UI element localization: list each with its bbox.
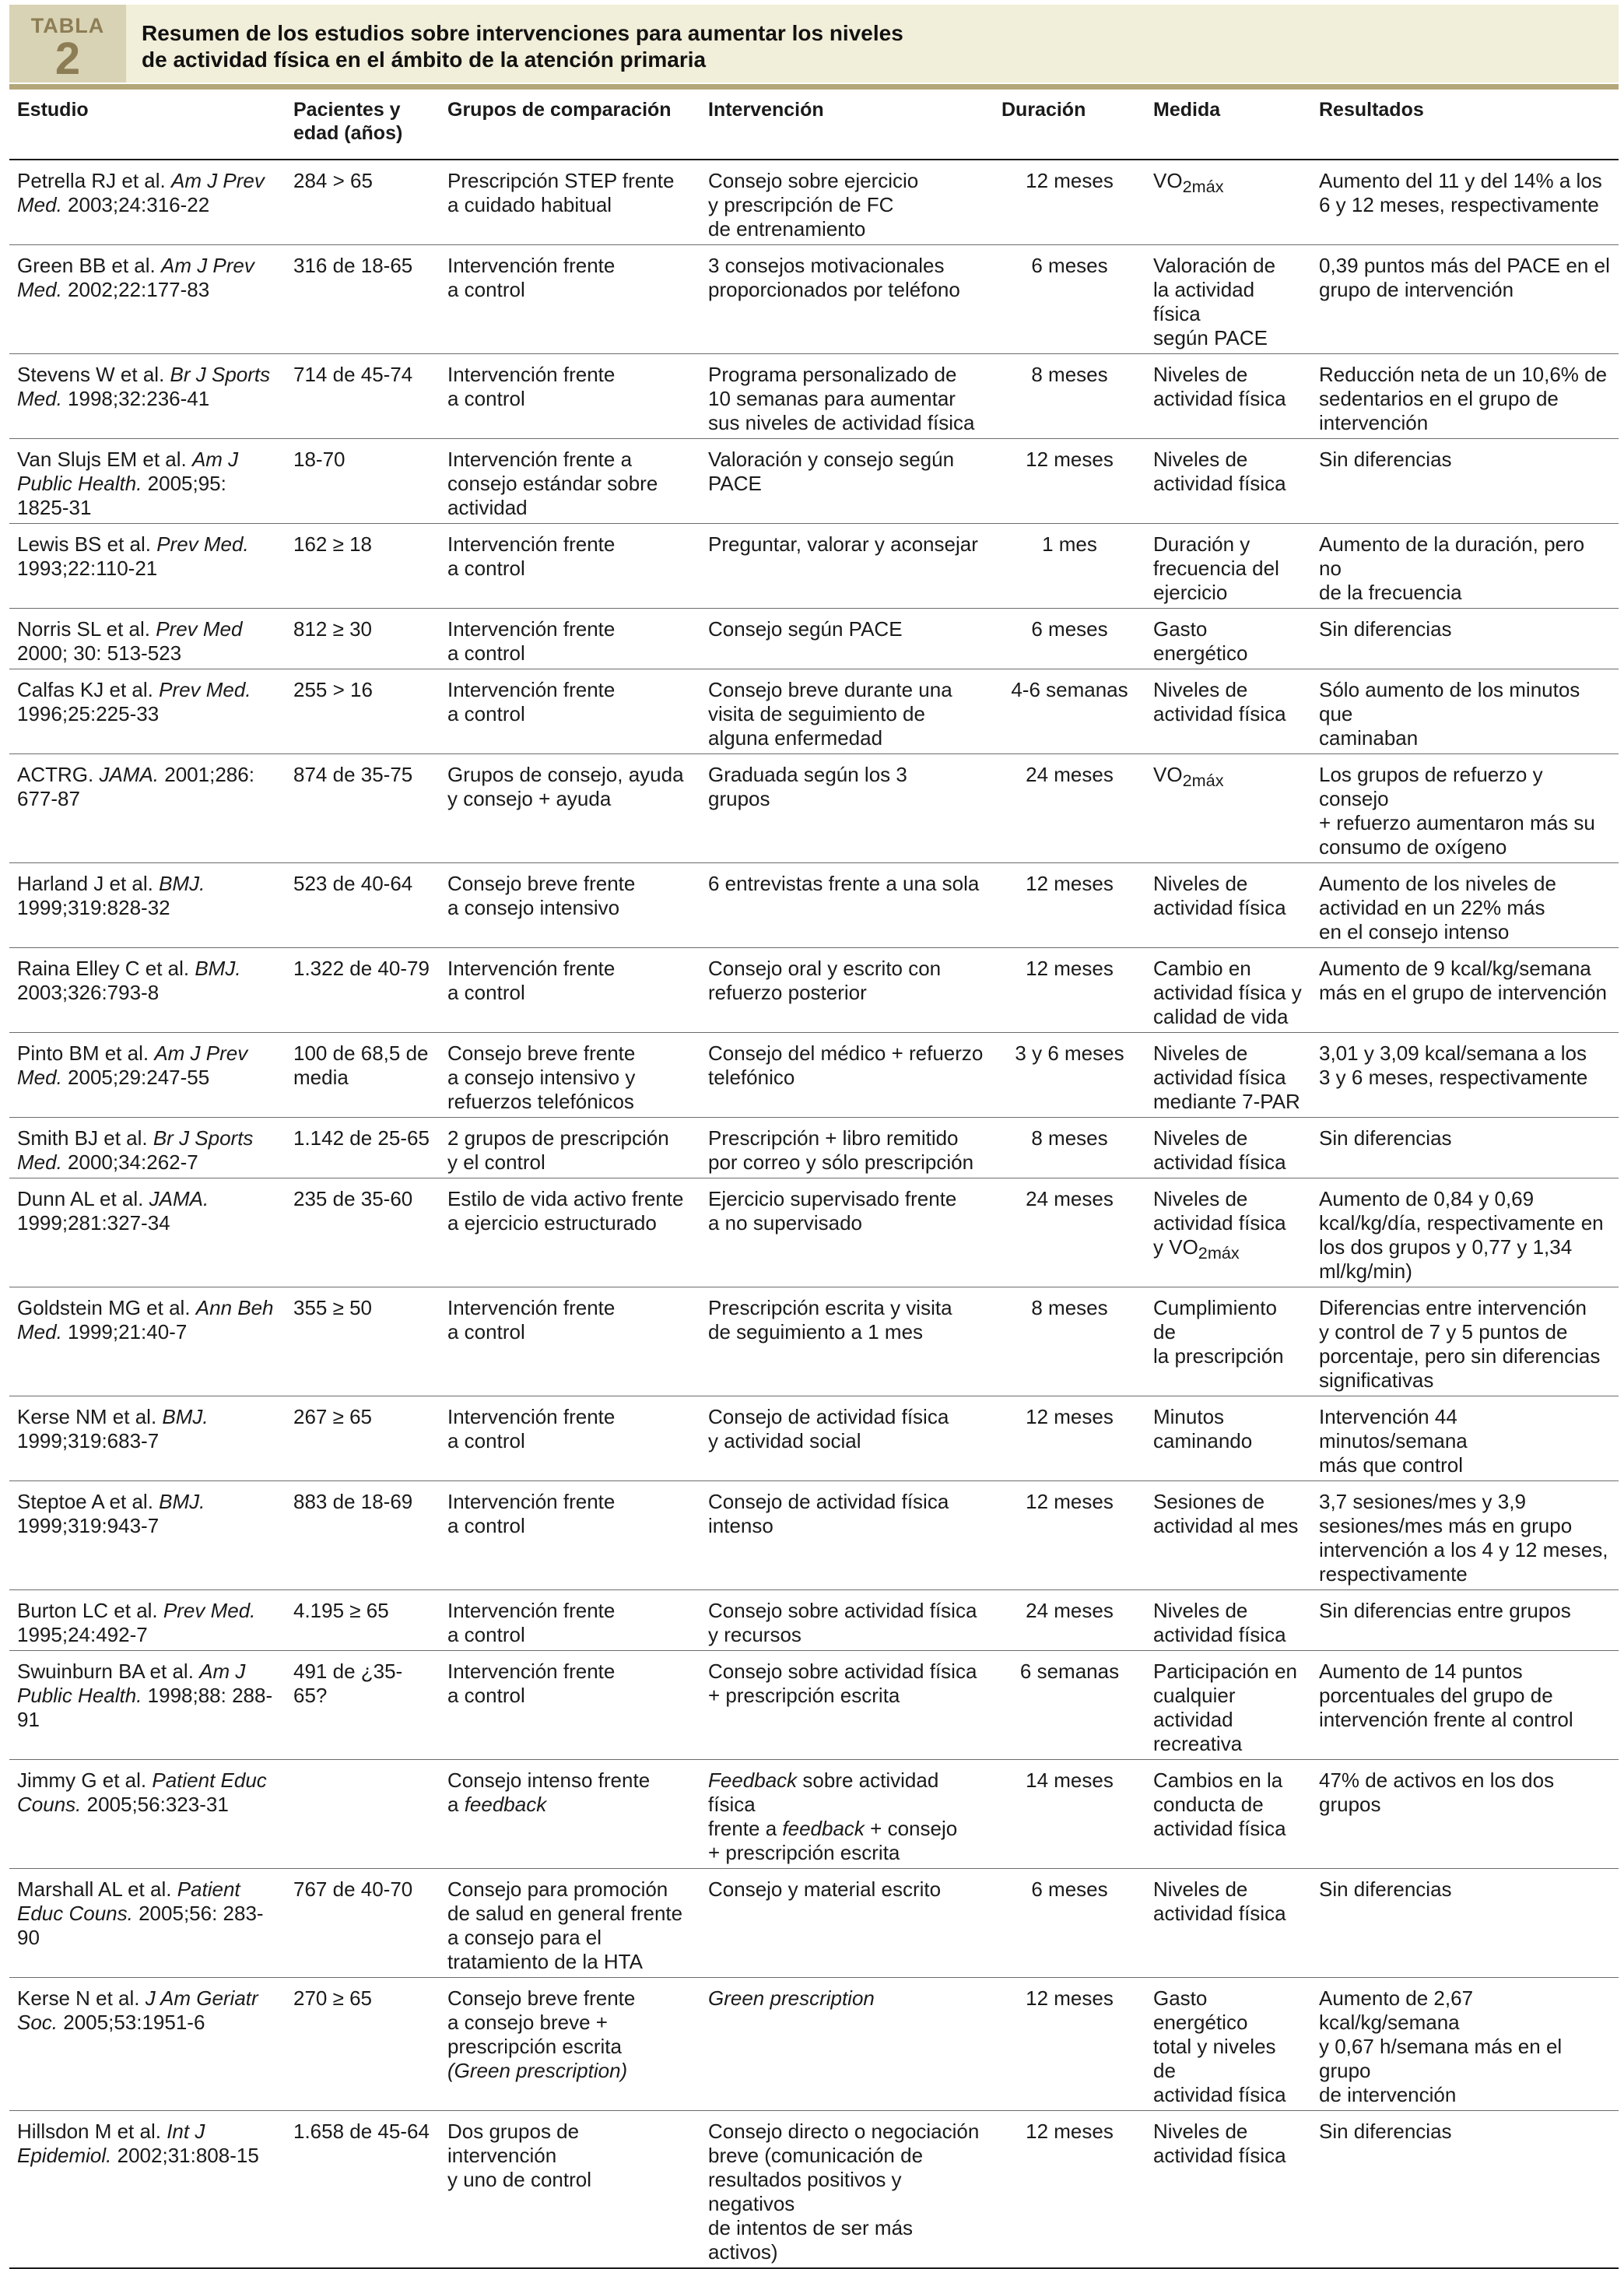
cell-intervencion: Consejo y material escrito <box>700 1869 994 1978</box>
table-row <box>9 1287 1619 1396</box>
table-row <box>9 1760 1619 1869</box>
cell-pacientes: 874 de 35-75 <box>286 754 440 863</box>
cell-pacientes <box>286 1760 440 1869</box>
table-header-row <box>9 92 1619 160</box>
table-row <box>9 354 1619 439</box>
cell-medida: $VO_{2máx}$ <box>1145 754 1311 863</box>
cell-grupos: Intervención frente a control <box>440 1590 700 1651</box>
cell-resultados: Reducción neta de un 10,6% de sedentarios en el grupo de intervención <box>1311 354 1619 439</box>
cell-pacientes: 767 de 40-70 <box>286 1869 440 1978</box>
table-row <box>9 2111 1619 2269</box>
cell-estudio: Calfas KJ et al. Prev Med. 1996;25:225-33 <box>9 669 286 754</box>
cell-grupos: Intervención frente a control <box>440 609 700 669</box>
cell-grupos: Consejo breve frente a consejo breve + prescripción escrita (Green prescription) <box>440 1978 700 2111</box>
cell-estudio: Burton LC et al. Prev Med. 1995;24:492-7 <box>9 1590 286 1651</box>
table-title <box>142 20 1075 73</box>
cell-medida: Niveles de actividad física <box>1145 863 1311 948</box>
table-row <box>9 1033 1619 1118</box>
cell-estudio: Petrella RJ et al. Am J Prev Med. 2003;24:316-22 <box>9 160 286 245</box>
cell-resultados: Aumento de 14 puntos porcentuales del grupo de intervención frente al control <box>1311 1651 1619 1760</box>
cell-estudio: Green BB et al. Am J Prev Med. 2002;22:177-83 <box>9 245 286 354</box>
cell-estudio: Kerse NM et al. BMJ. 1999;319:683-7 <box>9 1396 286 1481</box>
cell-estudio: Pinto BM et al. Am J Prev Med. 2005;29:247-55 <box>9 1033 286 1118</box>
cell-medida: Niveles de actividad física mediante 7-PAR <box>1145 1033 1311 1118</box>
cell-resultados: Sin diferencias entre grupos <box>1311 1590 1619 1651</box>
cell-resultados: Aumento de la duración, pero no de la frecuencia <box>1311 524 1619 609</box>
cell-intervencion: Green prescription <box>700 1978 994 2111</box>
table-number: 2 <box>54 33 81 84</box>
cell-medida: Niveles de actividad física <box>1145 2111 1311 2269</box>
cell-resultados: Intervención 44 minutos/semana más que control <box>1311 1396 1619 1481</box>
cell-estudio: Hillsdon M et al. Int J Epidemiol. 2002;31:808-15 <box>9 2111 286 2269</box>
studies-table <box>9 92 1619 2269</box>
cell-intervencion: Consejo del médico + refuerzo telefónico <box>700 1033 994 1118</box>
cell-intervencion: Consejo de actividad física y actividad social <box>700 1396 994 1481</box>
cell-resultados: Aumento del 11 y del 14% a los 6 y 12 meses, respectivamente <box>1311 160 1619 245</box>
cell-duracion: 6 meses <box>994 1869 1145 1978</box>
cell-resultados: Aumento de 2,67 kcal/kg/semana y 0,67 h/semana más en el grupo de intervención <box>1311 1978 1619 2111</box>
cell-duracion: 12 meses <box>994 2111 1145 2269</box>
table-row <box>9 1651 1619 1760</box>
cell-intervencion: Consejo según PACE <box>700 609 994 669</box>
cell-pacientes: 1.142 de 25-65 <box>286 1118 440 1178</box>
table-row <box>9 1481 1619 1590</box>
cell-grupos: Intervención frente a control <box>440 354 700 439</box>
cell-resultados: Sin diferencias <box>1311 1869 1619 1978</box>
cell-resultados: Sin diferencias <box>1311 439 1619 524</box>
cell-pacientes: 1.658 de 45-64 <box>286 2111 440 2269</box>
table-row <box>9 160 1619 245</box>
table-row <box>9 1396 1619 1481</box>
cell-estudio: Steptoe A et al. BMJ. 1999;319:943-7 <box>9 1481 286 1590</box>
cell-medida: Niveles de actividad física y $VO_{2máx}$ <box>1145 1178 1311 1287</box>
cell-estudio: Van Slujs EM et al. Am J Public Health. 2005;95: 1825-31 <box>9 439 286 524</box>
cell-pacientes: 18-70 <box>286 439 440 524</box>
cell-medida: Niveles de actividad física <box>1145 439 1311 524</box>
cell-grupos: Consejo para promoción de salud en general frente a consejo para el tratamiento de la HTA <box>440 1869 700 1978</box>
cell-pacientes: 714 de 45-74 <box>286 354 440 439</box>
cell-pacientes: 883 de 18-69 <box>286 1481 440 1590</box>
cell-intervencion: Preguntar, valorar y aconsejar <box>700 524 994 609</box>
col-header-duracion: Duración <box>994 92 1145 160</box>
cell-resultados: 0,39 puntos más del PACE en el grupo de intervención <box>1311 245 1619 354</box>
cell-pacientes: 491 de ¿35-65? <box>286 1651 440 1760</box>
table-header <box>0 0 1624 87</box>
cell-medida: Cumplimiento de la prescripción <box>1145 1287 1311 1396</box>
cell-duracion: 8 meses <box>994 354 1145 439</box>
cell-resultados: 3,7 sesiones/mes y 3,9 sesiones/mes más en grupo intervención a los 4 y 12 meses, respectivamente <box>1311 1481 1619 1590</box>
cell-duracion: 6 meses <box>994 609 1145 669</box>
col-header-estudio: Estudio <box>9 92 286 160</box>
cell-medida: Participación en cualquier actividad recreativa <box>1145 1651 1311 1760</box>
cell-duracion: 3 y 6 meses <box>994 1033 1145 1118</box>
cell-medida: Gasto energético <box>1145 609 1311 669</box>
cell-resultados: Sin diferencias <box>1311 609 1619 669</box>
cell-grupos: Intervención frente a control <box>440 1396 700 1481</box>
table-title-line1: Resumen de los estudios sobre intervenciones para aumentar los niveles <box>142 21 903 45</box>
cell-medida: Niveles de actividad física <box>1145 1590 1311 1651</box>
cell-duracion: 24 meses <box>994 1590 1145 1651</box>
table-row <box>9 948 1619 1033</box>
cell-duracion: 14 meses <box>994 1760 1145 1869</box>
cell-medida: Niveles de actividad física <box>1145 1118 1311 1178</box>
cell-pacientes: 255 > 16 <box>286 669 440 754</box>
col-header-medida: Medida <box>1145 92 1311 160</box>
cell-duracion: 12 meses <box>994 160 1145 245</box>
cell-intervencion: Ejercicio supervisado frente a no supervisado <box>700 1178 994 1287</box>
cell-intervencion: Graduada según los 3 grupos <box>700 754 994 863</box>
header-rule <box>9 84 1619 90</box>
cell-pacientes: 523 de 40-64 <box>286 863 440 948</box>
cell-duracion: 24 meses <box>994 754 1145 863</box>
cell-estudio: Stevens W et al. Br J Sports Med. 1998;32:236-41 <box>9 354 286 439</box>
cell-grupos: Intervención frente a control <box>440 1287 700 1396</box>
cell-duracion: 12 meses <box>994 948 1145 1033</box>
cell-duracion: 6 semanas <box>994 1651 1145 1760</box>
cell-pacientes: 4.195 ≥ 65 <box>286 1590 440 1651</box>
cell-pacientes: 812 ≥ 30 <box>286 609 440 669</box>
cell-estudio: Norris SL et al. Prev Med 2000; 30: 513-523 <box>9 609 286 669</box>
cell-resultados: Aumento de 9 kcal/kg/semana más en el grupo de intervención <box>1311 948 1619 1033</box>
cell-intervencion: Consejo sobre actividad física + prescripción escrita <box>700 1651 994 1760</box>
cell-pacientes: 1.322 de 40-79 <box>286 948 440 1033</box>
cell-duracion: 4-6 semanas <box>994 669 1145 754</box>
cell-duracion: 12 meses <box>994 1978 1145 2111</box>
cell-grupos: Intervención frente a consejo estándar sobre actividad <box>440 439 700 524</box>
cell-medida: Cambio en actividad física y calidad de vida <box>1145 948 1311 1033</box>
cell-resultados: Sin diferencias <box>1311 2111 1619 2269</box>
cell-estudio: ACTRG. JAMA. 2001;286: 677-87 <box>9 754 286 863</box>
cell-pacientes: 270 ≥ 65 <box>286 1978 440 2111</box>
cell-intervencion: Consejo oral y escrito con refuerzo posterior <box>700 948 994 1033</box>
cell-grupos: Intervención frente a control <box>440 948 700 1033</box>
cell-duracion: 12 meses <box>994 863 1145 948</box>
table-row <box>9 1178 1619 1287</box>
table-row <box>9 1869 1619 1978</box>
cell-grupos: Consejo breve frente a consejo intensivo <box>440 863 700 948</box>
cell-medida: Niveles de actividad física <box>1145 1869 1311 1978</box>
cell-pacientes: 316 de 18-65 <box>286 245 440 354</box>
cell-intervencion: Valoración y consejo según PACE <box>700 439 994 524</box>
cell-grupos: Estilo de vida activo frente a ejercicio estructurado <box>440 1178 700 1287</box>
cell-duracion: 24 meses <box>994 1178 1145 1287</box>
cell-intervencion: Prescripción escrita y visita de seguimiento a 1 mes <box>700 1287 994 1396</box>
cell-resultados: Sin diferencias <box>1311 1118 1619 1178</box>
col-header-grupos: Grupos de comparación <box>440 92 700 160</box>
cell-estudio: Smith BJ et al. Br J Sports Med. 2000;34:262-7 <box>9 1118 286 1178</box>
table-row <box>9 1978 1619 2111</box>
cell-resultados: Aumento de 0,84 y 0,69 kcal/kg/día, respectivamente en los dos grupos y 0,77 y 1,34 ml/kg/min) <box>1311 1178 1619 1287</box>
cell-intervencion: Consejo directo o negociación breve (comunicación de resultados positivos y negativos de intentos de ser más activos) <box>700 2111 994 2269</box>
cell-resultados: Los grupos de refuerzo y consejo + refuerzo aumentaron más su consumo de oxígeno <box>1311 754 1619 863</box>
cell-intervencion: Feedback sobre actividad física frente a feedback + consejo + prescripción escrita <box>700 1760 994 1869</box>
cell-resultados: 3,01 y 3,09 kcal/semana a los 3 y 6 meses, respectivamente <box>1311 1033 1619 1118</box>
cell-resultados: 47% de activos en los dos grupos <box>1311 1760 1619 1869</box>
cell-grupos: 2 grupos de prescripción y el control <box>440 1118 700 1178</box>
cell-duracion: 1 mes <box>994 524 1145 609</box>
table-row <box>9 669 1619 754</box>
cell-grupos: Intervención frente a control <box>440 245 700 354</box>
cell-resultados: Aumento de los niveles de actividad en un 22% más en el consejo intenso <box>1311 863 1619 948</box>
cell-intervencion: Programa personalizado de 10 semanas para aumentar sus niveles de actividad física <box>700 354 994 439</box>
cell-resultados: Diferencias entre intervención y control de 7 y 5 puntos de porcentaje, pero sin diferencias significativas <box>1311 1287 1619 1396</box>
table-row <box>9 1118 1619 1178</box>
table-row <box>9 1590 1619 1651</box>
cell-grupos: Prescripción STEP frente a cuidado habitual <box>440 160 700 245</box>
cell-duracion: 8 meses <box>994 1287 1145 1396</box>
table-row <box>9 609 1619 669</box>
cell-grupos: Grupos de consejo, ayuda y consejo + ayuda <box>440 754 700 863</box>
table-label-box <box>9 5 126 83</box>
cell-duracion: 12 meses <box>994 439 1145 524</box>
table-title-line2: de actividad física en el ámbito de la atención primaria <box>142 47 707 72</box>
cell-duracion: 6 meses <box>994 245 1145 354</box>
cell-medida: $VO_{2máx}$ <box>1145 160 1311 245</box>
cell-medida: Niveles de actividad física <box>1145 669 1311 754</box>
cell-resultados: Sólo aumento de los minutos que caminaban <box>1311 669 1619 754</box>
cell-medida: Sesiones de actividad al mes <box>1145 1481 1311 1590</box>
cell-medida: Valoración de la actividad física según PACE <box>1145 245 1311 354</box>
cell-pacientes: 355 ≥ 50 <box>286 1287 440 1396</box>
cell-grupos: Intervención frente a control <box>440 1651 700 1760</box>
table-row <box>9 524 1619 609</box>
cell-intervencion: Consejo sobre actividad física y recursos <box>700 1590 994 1651</box>
table-row <box>9 754 1619 863</box>
cell-intervencion: 6 entrevistas frente a una sola <box>700 863 994 948</box>
cell-grupos: Consejo intenso frente a feedback <box>440 1760 700 1869</box>
cell-estudio: Raina Elley C et al. BMJ. 2003;326:793-8 <box>9 948 286 1033</box>
cell-pacientes: 284 > 65 <box>286 160 440 245</box>
cell-medida: Gasto energético total y niveles de actividad física <box>1145 1978 1311 2111</box>
table-row <box>9 439 1619 524</box>
cell-pacientes: 267 ≥ 65 <box>286 1396 440 1481</box>
cell-estudio: Marshall AL et al. Patient Educ Couns. 2005;56: 283-90 <box>9 1869 286 1978</box>
cell-grupos: Consejo breve frente a consejo intensivo y refuerzos telefónicos <box>440 1033 700 1118</box>
cell-grupos: Dos grupos de intervención y uno de control <box>440 2111 700 2269</box>
cell-intervencion: Consejo sobre ejercicio y prescripción de FC de entrenamiento <box>700 160 994 245</box>
cell-intervencion: Consejo breve durante una visita de seguimiento de alguna enfermedad <box>700 669 994 754</box>
cell-pacientes: 162 ≥ 18 <box>286 524 440 609</box>
cell-estudio: Dunn AL et al. JAMA. 1999;281:327-34 <box>9 1178 286 1287</box>
cell-grupos: Intervención frente a control <box>440 1481 700 1590</box>
cell-duracion: 8 meses <box>994 1118 1145 1178</box>
cell-medida: Niveles de actividad física <box>1145 354 1311 439</box>
cell-duracion: 12 meses <box>994 1481 1145 1590</box>
cell-pacientes: 235 de 35-60 <box>286 1178 440 1287</box>
cell-estudio: Goldstein MG et al. Ann Beh Med. 1999;21:40-7 <box>9 1287 286 1396</box>
cell-intervencion: 3 consejos motivacionales proporcionados por teléfono <box>700 245 994 354</box>
cell-duracion: 12 meses <box>994 1396 1145 1481</box>
cell-medida: Duración y frecuencia del ejercicio <box>1145 524 1311 609</box>
col-header-resultados: Resultados <box>1311 92 1619 160</box>
cell-intervencion: Prescripción + libro remitido por correo y sólo prescripción <box>700 1118 994 1178</box>
table-label: TABLA <box>30 14 105 37</box>
cell-pacientes: 100 de 68,5 de media <box>286 1033 440 1118</box>
cell-estudio: Jimmy G et al. Patient Educ Couns. 2005;56:323-31 <box>9 1760 286 1869</box>
table-row <box>9 863 1619 948</box>
col-header-intervencion: Intervención <box>700 92 994 160</box>
col-header-pacientes: Pacientes y edad (años) <box>286 92 440 160</box>
cell-estudio: Harland J et al. BMJ. 1999;319:828-32 <box>9 863 286 948</box>
cell-medida: Minutos caminando <box>1145 1396 1311 1481</box>
table-title-box <box>126 5 1619 83</box>
cell-medida: Cambios en la conducta de actividad física <box>1145 1760 1311 1869</box>
cell-estudio: Kerse N et al. J Am Geriatr Soc. 2005;53:1951-6 <box>9 1978 286 2111</box>
cell-estudio: Swuinburn BA et al. Am J Public Health. 1998;88: 288-91 <box>9 1651 286 1760</box>
cell-intervencion: Consejo de actividad física intenso <box>700 1481 994 1590</box>
cell-estudio: Lewis BS et al. Prev Med. 1993;22:110-21 <box>9 524 286 609</box>
cell-grupos: Intervención frente a control <box>440 524 700 609</box>
cell-grupos: Intervención frente a control <box>440 669 700 754</box>
table-row <box>9 245 1619 354</box>
